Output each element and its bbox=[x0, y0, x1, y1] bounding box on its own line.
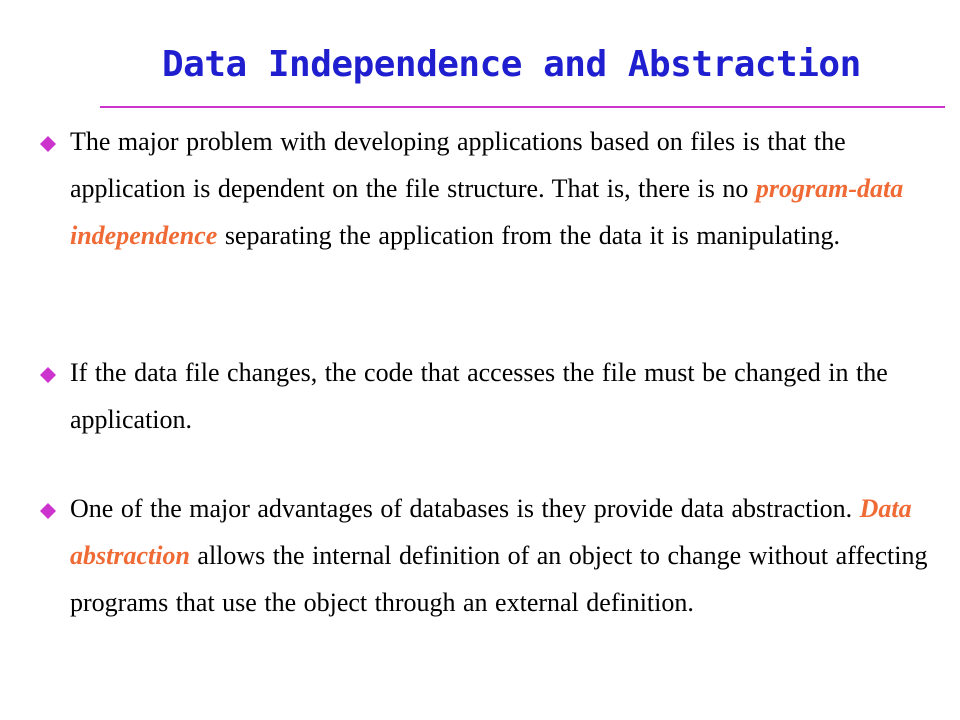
bullet-text-1 bbox=[70, 118, 930, 259]
bullet-3-part-3: allows the internal definition of an object to change without affecting programs that use the object through an external definition. bbox=[70, 541, 928, 617]
diamond-bullet-icon bbox=[40, 136, 56, 152]
title-divider bbox=[100, 106, 945, 108]
diamond-bullet-icon bbox=[40, 367, 56, 383]
slide-title: Data Independence and Abstraction bbox=[162, 44, 861, 85]
bullet-text-2 bbox=[70, 349, 930, 443]
bullet-2-part-1: If the data file changes, the code that accesses the file must be changed in the application. bbox=[70, 358, 888, 434]
bullet-text-3 bbox=[70, 485, 930, 626]
bullet-3-part-1: One of the major advantages of databases is they provide data abstraction. bbox=[70, 494, 860, 523]
diamond-bullet-icon bbox=[40, 503, 56, 519]
bullet-1-part-3: separating the application from the data it is manipulating. bbox=[217, 221, 841, 250]
emphasis-data-abstraction: Data abstraction bbox=[70, 494, 912, 570]
emphasis-program-data-independence: program-data independence bbox=[70, 174, 904, 250]
bullet-1-part-1: The major problem with developing applications based on files is that the application is dependent on the file structure. That is, there is no bbox=[70, 127, 846, 203]
